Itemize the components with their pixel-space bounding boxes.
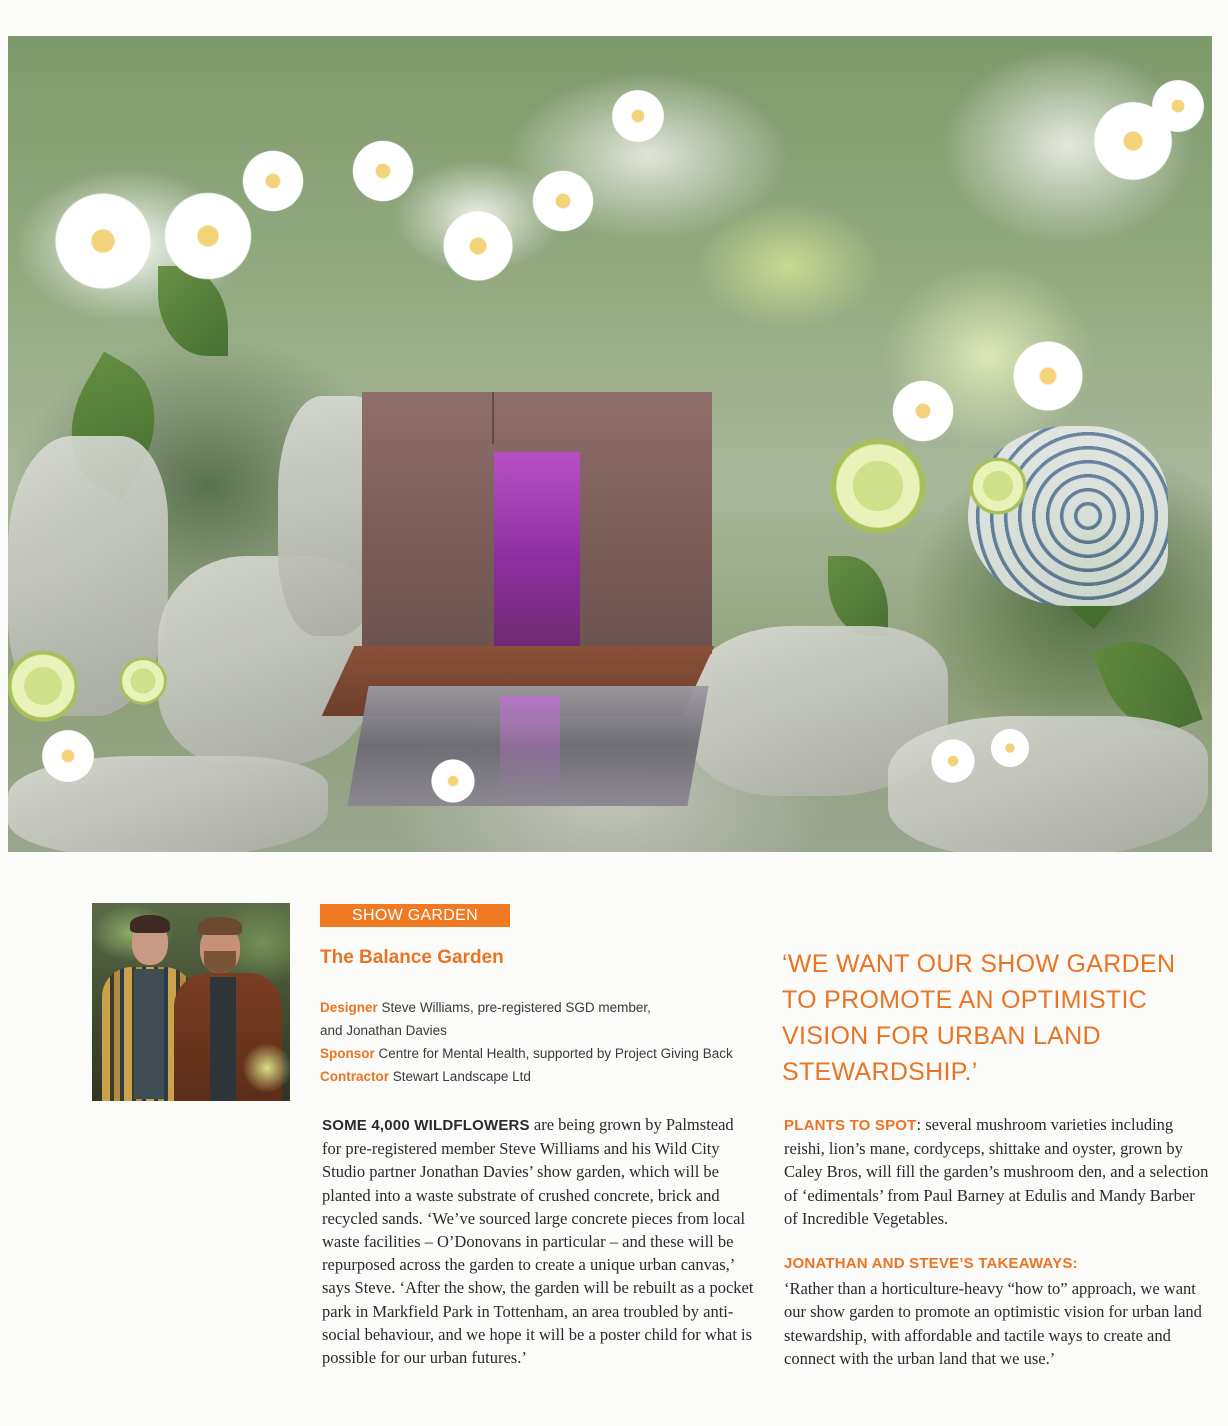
contractor-line — [320, 1065, 770, 1088]
plants-label: PLANTS TO SPOT — [784, 1117, 917, 1134]
lead-in: SOME 4,000 WILDFLOWERS — [322, 1117, 530, 1134]
body-column-right — [784, 1113, 1212, 1370]
sponsor-label: Sponsor — [320, 1046, 375, 1061]
pull-quote: ‘WE WANT OUR SHOW GARDEN TO PROMOTE AN OPTIMISTIC VISION FOR URBAN LAND STEWARDSHIP.’ — [782, 950, 1176, 1086]
takeaways-label: JONATHAN AND STEVE’S TAKEAWAYS: — [784, 1255, 1078, 1273]
takeaways — [784, 1252, 1212, 1370]
plants-to-spot — [784, 1113, 1212, 1230]
body-left-text: are being grown by Palmstead for pre-registered member Steve Williams and his Wild City Studio partner Jonathan Davies’ show garden, which will be planted into a waste substrate of crushed concrete, brick and recycled sands. ‘We’ve sourced large concrete pieces from local waste facilities – O’Donovans in particular – and these will be repurposed across the garden to create a unique urban canvas,’ says Steve. ‘After the show, the garden will be rebuilt as a pocket park in Markfield Park in Tottenham, an area troubled by anti-social behaviour, and we hope it will be a poster child for what is possible for our urban futures.’ — [322, 1115, 754, 1368]
contractor-label: Contractor — [320, 1069, 390, 1084]
takeaways-text: ‘Rather than a horticulture-heavy “how to” approach, we want our show garden to promote an optimistic vision for urban land stewardship, with affordable and tactile ways to create and connect with the urban land that we use.’ — [784, 1279, 1202, 1368]
designer-value: Steve Williams, pre-registered SGD member, — [381, 1000, 651, 1015]
designer-line — [320, 996, 770, 1019]
designers-photo — [92, 903, 290, 1101]
contractor-value: Stewart Landscape Ltd — [392, 1069, 531, 1084]
designer-line-cont: and Jonathan Davies — [320, 1023, 447, 1038]
sponsor-value: Centre for Mental Health, supported by Project Giving Back — [378, 1046, 733, 1061]
sponsor-line — [320, 1042, 770, 1065]
body-column-left — [322, 1113, 754, 1369]
garden-illustration — [8, 36, 1212, 852]
category-tag: SHOW GARDEN — [320, 904, 510, 927]
garden-title: The Balance Garden — [320, 947, 504, 968]
credits-block — [320, 996, 770, 1088]
designer-label: Designer — [320, 1000, 378, 1015]
plants-text: : several mushroom varieties including reishi, lion’s mane, cordyceps, shittake and oyster, grown by Caley Bros, will fill the garden’s mushroom den, and a selection of ‘edimentals’ from Paul Barney at Edulis and Mandy Barber of Incredible Vegetables. — [784, 1115, 1209, 1228]
